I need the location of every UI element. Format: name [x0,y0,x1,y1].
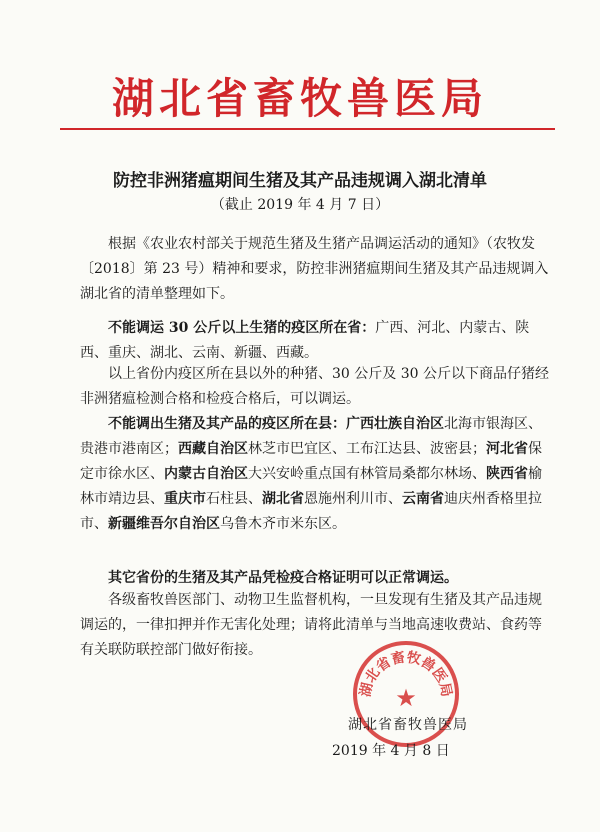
paragraph-basis: 根据《农业农村部关于规范生猪及生猪产品调运活动的通知》（农牧发〔2018〕第 23 号）精神和要求，防控非洲猪瘟期间生猪及其产品违规调入湖北省的清单整理如下。 [80,236,549,302]
counties-lead: 不能调出生猪及其产品的疫区所在县： [108,416,346,432]
region-inner-mongolia: 内蒙古自治区 [164,466,248,482]
region-guangxi: 广西壮族自治区 [346,416,444,432]
letterhead-title: 湖北省畜牧兽医局 [111,74,488,123]
paragraph-exceptions: 以上省份内疫区所在县以外的种猪、30 公斤及 30 公斤以下商品仔猪经非洲猪瘟检测合格和检疫合格后，可以调运。 [80,366,549,407]
letterhead-rule [60,128,555,130]
places-yunnan: 迪庆州香格里拉市、 [80,491,542,532]
document-subtitle: （截止 2019 年 4 月 7 日） [210,197,390,213]
region-shaanxi: 陕西省 [486,466,528,482]
places-xinjiang: 乌鲁木齐市米东区。 [220,516,346,532]
paragraph-provinces-list: 广西、河北、内蒙古、陕西、重庆、湖北、云南、新疆、西藏。 [80,320,530,361]
places-guangxi: 北海市银海区、贵港市港南区； [80,416,542,457]
places-shaanxi: 榆林市靖边县、 [80,466,542,507]
places-tibet: 林芝市巴宜区、工布江达县、波密县； [248,441,486,457]
document-title: 防控非洲猪瘟期间生猪及其产品违规调入湖北清单 [113,171,487,191]
signature-date: 2019 年 4 月 8 日 [332,743,450,759]
seal-text: 湖北省畜牧兽医局 [357,649,455,699]
paragraph-provinces-lead: 不能调运 30 公斤以上生猪的疫区所在省： [108,320,376,336]
seal-star-icon: ★ [395,684,417,712]
region-yunnan: 云南省 [402,491,444,507]
places-inner-mongolia: 大兴安岭重点国有林管局桑都尔林场、 [248,466,486,482]
region-hubei: 湖北省 [262,491,304,507]
paragraph-counties [80,412,550,537]
region-hebei: 河北省 [486,441,528,457]
region-xinjiang: 新疆维吾尔自治区 [108,516,220,532]
region-tibet: 西藏自治区 [178,441,248,457]
region-chongqing: 重庆市 [164,491,206,507]
paragraph-provinces [80,316,550,366]
signature-organization: 湖北省畜牧兽医局 [348,717,468,733]
paragraph-instructions: 各级畜牧兽医部门、动物卫生监督机构，一旦发现有生猪及其产品违规调运的，一律扣押并作无害化处理；请将此清单与当地高速收费站、食药等有关联防联控部门做好衔接。 [80,592,542,658]
places-hubei: 恩施州利川市、 [304,491,402,507]
places-hebei: 保定市徐水区、 [80,441,542,482]
places-chongqing: 石柱县、 [206,491,262,507]
paragraph-others-text: 其它省份的生猪及其产品凭检疫合格证明可以正常调运。 [108,570,458,586]
